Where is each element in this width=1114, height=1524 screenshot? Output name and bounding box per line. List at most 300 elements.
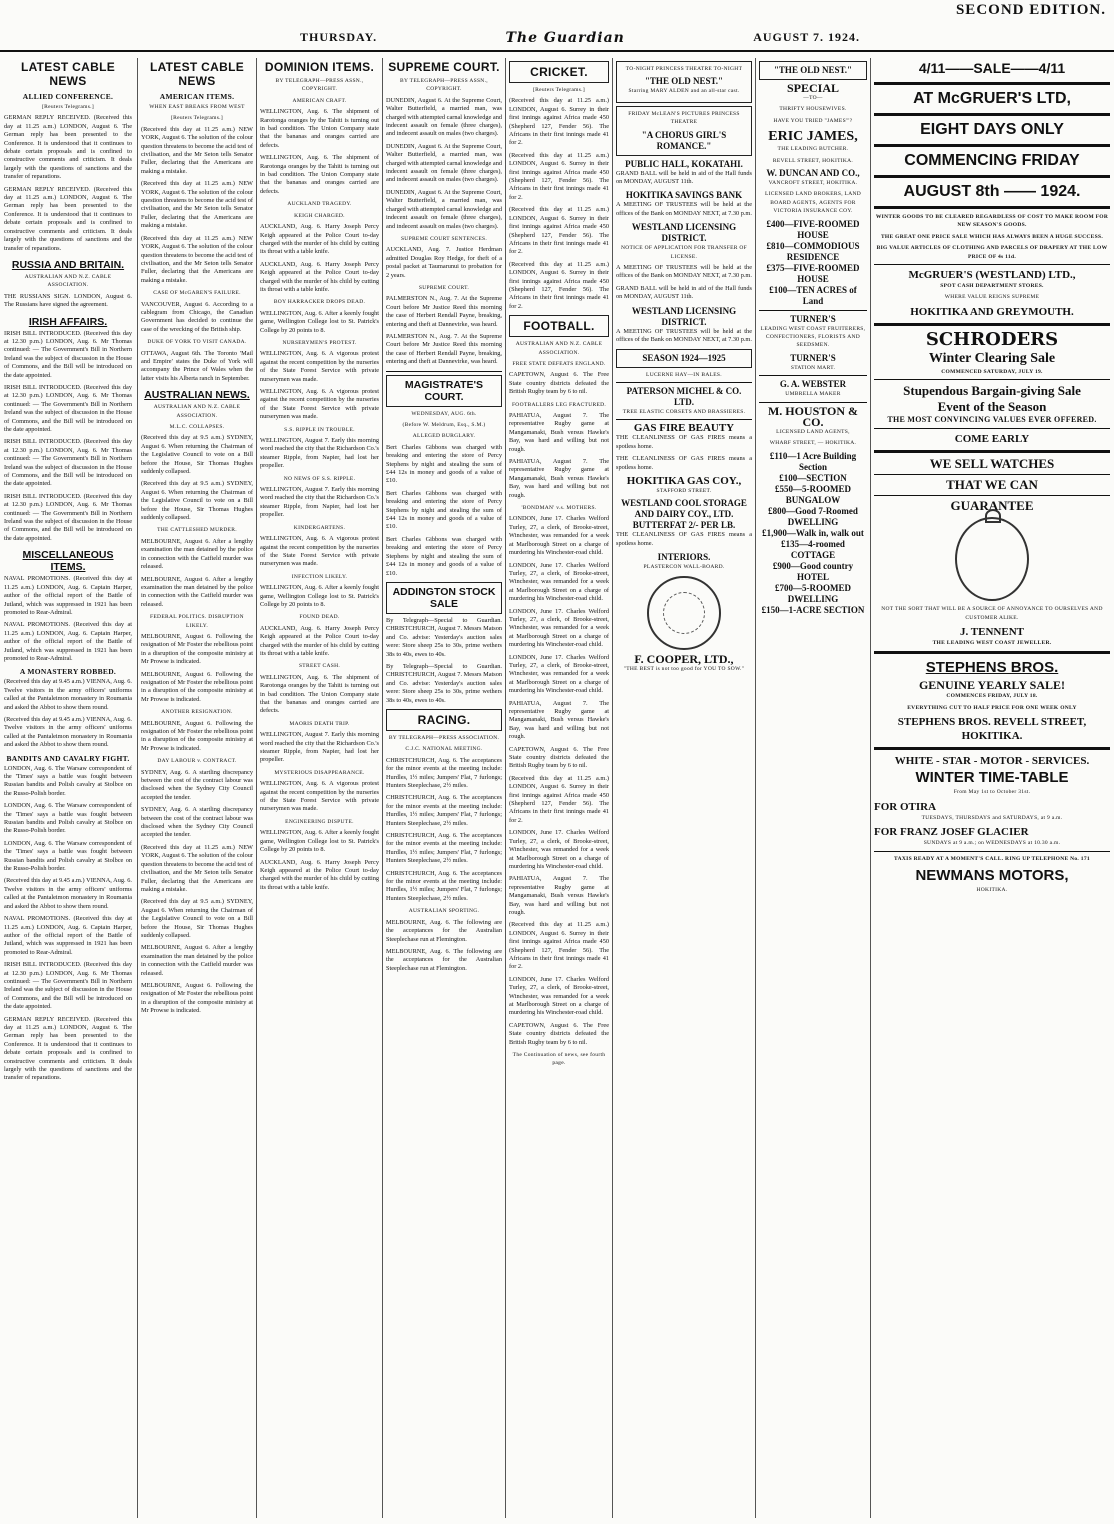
article-text: WELLINGTON, Aug. 6. A vigorous protest against the recent competition by the nurseries of the State Forest Service with private nurserymen was made. [260,388,379,421]
subheadline-small: MYSTERIOUS DISAPPEARANCE. [274,769,365,776]
ad-text: GRAND BALL will be held in aid of the Hall funds on MONDAY, AUGUST 11th. [616,284,752,301]
article-text: IRISH BILL INTRODUCED. (Received this day at 12.30 p.m.) LONDON, Aug. 6. Mr Thomas continued: — The Government's Bill in Northern Ireland was the subject of discussion in the House of Commons, and the Bill will be introduced on the date appointed. [4,961,132,1011]
article-text: WELLINGTON, Aug. 6. After a keenly fought game, Wellington College lost to St. Patrick's College by 20 points to 8. [260,584,379,608]
ad-heading: "THE OLD NEST." [644,76,724,87]
article-text: NAVAL PROMOTIONS. (Received this day at 11.25 a.m.) LONDON, Aug. 6. Captain Harper, author of the official report of the Battle of Jutland, which was suppressed in 1921 has been promoted to Rear-Admiral. [4,575,132,616]
divider [874,323,1110,326]
article-text: WELLINGTON, Aug. 6. A vigorous protest against the recent competition by the nurseries of the State Forest Service with private nurserymen was made. [260,780,379,813]
headline: MISCELLANEOUS ITEMS. [22,549,114,574]
article-text: PAHIATUA, August 7. The representative Rugby game at Mangamanaki, Bush versus Hawke's Bay, was hard and willing but not rough. [509,458,609,499]
subheadline-small: AMERICAN CRAFT. [292,97,347,104]
article-text: (Received this day at 11.25 a.m.) LONDON, August 6. Surrey in their first innings against Africa made 450 (Shepherd 127, Fender 56). The Africans in their first innings made 41 for 2. [509,206,609,256]
ad-heading: INTERIORS. [657,552,711,563]
ad-text: A MEETING OF TRUSTEES will be held at the offices of the Bank on MONDAY NEXT, at 7.30 p.m. [616,201,752,217]
subheadline-small: ENGINEERING DISPUTE. [285,818,354,825]
ad-text: LICENSED LAND AGENTS, [776,428,850,435]
article-text: (Received this day at 11.25 a.m.) LONDON, August 6. Surrey in their first innings against Africa made 450 (Shepherd 127, Fender 56). The Africans in their first innings made 41 for 2. [509,151,609,201]
article-text: WELLINGTON, Aug. 6. The shipment of Rarotonga oranges by the Tahiti is turning out in bad condition. The Union Company state that the bananas and oranges carried are defects. [260,673,379,715]
subheadline-small: DAY LABOUR v. CONTRACT. [157,758,237,765]
ad-heading: G. A. WEBSTER [779,379,847,390]
article-text: VANCOUVER, August 6. According to a cablegram from Chicago, the Canadian Government has decided to continue the case of the wrecking of the British ship. [141,300,253,333]
ad-text: TAXIS READY AT A MOMENT'S CALL. RING UP TELEPHONE No. 171 [894,855,1090,862]
subheadline-small: FOOTBALLERS LEG FRACTURED. [511,401,607,408]
princess-theatre-ad [616,61,752,103]
subheadline-small: BOY HARRACKER DROPS DEAD. [273,299,366,306]
article-text: (Received this day at 11.25 a.m.) NEW YORK, August 6. The solution of the colour question threatens to become the acid test of civilisation, and the Mr Seton tells Senator Fuller, declaring that the Americans are making a mistake. [141,234,253,284]
divider [759,402,867,403]
credit-line: [Reuters Telegrams.] [42,104,94,110]
mcgruer-sale-heading: 4/11——SALE——4/11 [918,60,1066,76]
article-text: WELLINGTON, Aug. 6. After a keenly fought game, Wellington College lost to St. Patrick's College by 20 points to 8. [260,829,379,854]
stephens-heading: STEPHENS BROS. [925,659,1059,677]
article-text: PALMERSTON N., Aug. 7. At the Supreme Court before Mr Justice Reed this morning the case of Herbert Rendall Payne, breaking, entering and theft at Dannevirke, was heard. [386,332,502,366]
article-text: LONDON, June 17. Charles Welford Turley, 27, a clerk, of Brooke-street, Winchester, was remanded for a week at Marlborough Street on a charge of murdering his Winchester-road child. [509,607,609,649]
ad-heading: £800—Good 7-Roomed DWELLING [768,505,858,527]
ad-heading: COME EARLY [954,433,1030,446]
ad-heading: WESTLAND COOL STORAGE AND DAIRY COY., LTD. [621,498,747,520]
ad-heading: HOKITIKA SAVINGS BANK [625,190,743,201]
ad-text: WHARF STREET, — HOKITIKA. [769,440,857,447]
article-text: (Received this day at 11.25 a.m.) LONDON, August 6. Surrey in their first innings against Africa made 450 (Shepherd 127, Fender 56). The Africans in their first innings made 41 for 2. [509,97,609,147]
ad-text: REVELL STREET, HOKITIKA. [772,157,854,164]
subheadline: AMERICAN ITEMS. [159,92,235,101]
subheadline-small: SUPREME COURT. [418,284,470,291]
column-rule [382,58,383,1518]
ad-text: SPOT CASH DEPARTMENT STORES. [940,283,1044,290]
divider [874,495,1110,496]
ad-heading: £100—SECTION [779,472,847,483]
mclean-pictures-ad [616,106,752,156]
subheadline-small: C.J.C. NATIONAL MEETING. [405,746,483,753]
article-text: (Received this day at 11.25 a.m.) LONDON, August 6. Surrey in their first innings against Africa made 450 (Shepherd 127, Fender 56). The Africans in their first innings made 41 for 2. [509,774,609,824]
article-text: By Telegraph—Special to Guardian. CHRISTCHURCH, August 7. Messrs Matson and Co. advise: Yesterday's auction sales were: Store sheep 25s to 30s, prime wethers 38s to 40s, ewes to 40s. [386,616,502,658]
article-text: OTTAWA, August 6th. The Toronto 'Mail and Empire' states the Duke of York will accompany the Prince of Wales when the latter visits his Alberta ranch in September. [141,349,253,382]
ad-text: TO-NIGHT PRINCESS THEATRE TO-NIGHT [625,66,743,72]
continuation-note: The Continuation of news, see fourth page. [512,1052,606,1067]
ad-heading: TURNER'S [790,313,836,324]
masthead-row [300,30,860,46]
article-text: CHRISTCHURCH, Aug. 6. The acceptances for the minor events at the meeting include: Hurdles, 1½ miles; Jumpers' Flat, 7 furlongs; Hunters Steeplechase, 2½ miles. [386,869,502,902]
masthead-paper-title: The Guardian [505,30,625,46]
ad-text: THE LEADING BUTCHER. [777,146,849,153]
ad-text: VANCROFT STREET, HOKITIKA. [768,180,858,187]
divider [759,310,867,311]
mcgruer-eight-days: EIGHT DAYS ONLY [920,121,1064,138]
headline: ADDINGTON STOCK SALE [386,582,502,614]
article-text: LONDON, June 17. Charles Welford Turley, 27, a clerk, of Brooke-street, Winchester, was remanded for a week at Marlborough Street on a charge of murdering his Winchester-road child. [509,561,609,603]
article-text: SYDNEY, Aug. 6. A startling discrepancy between the cost of the contract labour was disclosed when the Sydney City Council accepted the tender. [141,806,253,839]
credit-line: [Reuters Telegrams.] [171,115,223,122]
subheadline-small: WEDNESDAY, AUG. 6th. [411,410,477,417]
ad-heading: Event of the Season [937,399,1047,415]
article-text: (Received this day at 9.5 a.m.) SYDNEY, August 6. When returning the Chairman of the Legislative Council to vote on a Bill before the House, Sir Thomas Hughes suddenly collapsed. [141,480,253,522]
ad-heading: SPECIAL [786,81,839,95]
subheadline-small: ALLEGED BURGLARY. [412,433,476,440]
ad-heading: WESTLAND LICENSING DISTRICT. [631,305,737,327]
article-text: LONDON, June 17. Charles Welford Turley, 27, a clerk, of Brooke-street, Winchester, was remanded for a week at Marlborough Street on a charge of murdering his Winchester-road child. [509,653,609,695]
masthead [0,0,1114,52]
subheadline: BANDITS AND CAVALRY FIGHT. [6,753,130,763]
divider [759,375,867,376]
mcgruer-date: AUGUST 8th —— 1924. [903,183,1081,200]
ad-heading: BUTTERFAT 2/- PER LB. [632,520,736,531]
subheadline-small: (Before W. Meldrum, Esq., S.M.) [402,422,486,428]
article-text: NAVAL PROMOTIONS. (Received this day at 11.25 a.m.) LONDON, Aug. 6. Captain Harper, author of the official report of the Battle of Jutland, which was suppressed in 1921 has been promoted to Rear-Admiral. [4,621,132,662]
ad-text: —TO— [803,95,823,101]
article-text: PALMERSTON N., Aug. 7. At the Supreme Court before Mr Justice Reed this morning the case of Herbert Rendall Payne, breaking, entering and theft at Dannevirke, was heard. [386,295,502,328]
article-text: IRISH BILL INTRODUCED. (Received this day at 12.30 p.m.) LONDON, Aug. 6. Mr Thomas continued: — The Government's Bill in Northern Ireland was the subject of discussion in the House of Commons, and the Bill will be introduced on the date appointed. [4,492,132,542]
subheadline-small: KEIGH CHARGED. [294,212,345,219]
ad-text: FRIDAY McLEAN'S PICTURES PRINCESS THEATRE [628,110,740,126]
column-rule [137,58,138,1518]
ad-heading: "A CHORUS GIRL'S ROMANCE." [641,129,727,151]
article-text: LONDON, June 17. Charles Welford Turley, 27, a clerk, of Brooke-street, Winchester, was remanded for a week at Marlborough Street on a charge of murdering his Winchester-road child. [509,975,609,1017]
divider [874,474,1110,475]
ad-text: EVERYTHING CUT TO HALF PRICE FOR ONE WEEK ONLY [907,704,1077,711]
article-text: LONDON, Aug. 6. The Warsaw correspondent of the 'Times' says a battle was fought between Russian bandits and Polish cavalry at Stolbce on the Russo-Polish border. [4,764,132,797]
subheadline-small: S.S. RIPPLE IN TROUBLE. [284,426,355,433]
newmans-heading: NEWMANS MOTORS, [915,866,1069,884]
article-text: MELBOURNE, August 6. After a lengthy examination the man detained by the police in connection with the Catfield murder was released. [141,537,253,571]
masthead-rule [0,50,1114,52]
headline: MAGISTRATE'S COURT. [386,375,502,407]
ad-heading: Winter Clearing Sale [928,350,1056,366]
credit-line: AUSTRALIAN AND N.Z. CABLE ASSOCIATION. [515,341,603,356]
ad-heading: £550—5-ROOMED BUNGALOW [775,483,851,505]
subheadline-small: WHEN EAST BREAKS FROM WEST [149,104,245,110]
subheadline: A MONASTERY ROBBED. [19,667,117,677]
article-text: IRISH BILL INTRODUCED. (Received this day at 12.30 p.m.) LONDON, Aug. 6. Mr Thomas continued: — The Government's Bill in Northern Ireland was the subject of discussion in the House of Commons, and the Bill will be introduced on the date appointed. [4,329,132,379]
article-text: LONDON, Aug. 6. The Warsaw correspondent of the 'Times' says a battle was fought between Russian bandits and Polish cavalry at Stolbce on the Russo-Polish border. [4,802,132,835]
masthead-day: THURSDAY. [300,30,378,44]
ad-text: GRAND BALL will be held in aid of the Hall funds on MONDAY, AUGUST 11th. [616,169,752,186]
article-text: MELBOURNE, August 6. Following the resignation of Mr Foster the rebellious point in a disruption of the composite ministry at Mr Prowse is indicated. [141,670,253,703]
ad-text: NOTICE OF APPLICATION FOR TRANSFER OF LICENSE. [620,245,748,260]
column-latest-cable-2 [141,58,253,1518]
mcgruer-commencing: COMMENCING FRIDAY [904,152,1080,169]
divider [874,379,1110,380]
article-text: CAPETOWN, August 6. The Free State country districts defeated the British Rugby team by 6 to nil. [509,371,609,396]
divider [874,144,1110,147]
column-supreme-court [386,58,502,1518]
headline: SUPREME COURT. [388,60,500,74]
ad-heading: J. TENNENT [960,626,1024,639]
article-text: WELLINGTON, August 7. Early this morning word reached the city that the Richardson Co.'s steamer Ripple, from Napier, had lost her propeller. [260,437,379,470]
subheadline-small: AUCKLAND TRAGEDY. [287,201,352,208]
article-text: PAHIATUA, August 7. The representative Rugby game at Mangamanaki, Bush versus Hawke's Bay, was hard and willing but not rough. [509,412,609,453]
article-text: LONDON, June 17. Charles Welford Turley, 27, a clerk, of Brooke-street, Winchester, was remanded for a week at Marlborough Street on a charge of murdering his Winchester-road child. [509,515,609,557]
subheadline-small: CASE OF McGAREN'S FAILURE. [153,290,241,297]
article-text: CAPETOWN, August 6. The Free State country districts defeated the British Rugby team by 6 to nil. [509,1021,609,1046]
ad-text: UMBRELLA MAKER [785,391,841,398]
article-text: AUCKLAND, Aug. 6. Harry Joseph Percy Keigh appeared at the Police Court to-day charged with the murder of his child by cutting its throat with a table knife. [260,858,379,891]
article-text: MELBOURNE, August 6. Following the resignation of Mr Foster the rebellious point in a disruption of the composite ministry at Mr Prowse is indicated. [141,719,253,752]
article-text: Bert Charles Gibbons was charged with breaking and entering the store of Percy Stephens by night and stealing the sum of £44 12s in money and goods of a value of £10. [386,489,502,531]
ad-text: STAFFORD STREET. [656,487,712,494]
ad-heading: £110—1 Acre Building Section [769,450,857,472]
ad-heading: STEPHENS BROS. REVELL STREET, HOKITIKA. [897,716,1087,743]
article-text: DUNEDIN, August 6. At the Supreme Court, Walter Butterfield, a married man, was charged with attempted carnal knowledge and indecent assault on female (three charges), and indecent assault on males (two charges). [386,96,502,138]
article-text: AUCKLAND, Aug. 7. Justice Herdman admitted Douglas Roy Hedge, for theft of a postal packet at Taumarunui to probation for 2 years. [386,246,502,279]
ad-heading: W. DUNCAN AND CO., [766,168,860,179]
ad-heading: F. COOPER, LTD., [634,651,734,666]
article-text: WELLINGTON, Aug. 6. After a keenly fought game, Wellington College lost to St. Patrick's College by 20 points to 8. [260,309,379,334]
ad-heading: FOR FRANZ JOSEF GLACIER [874,826,1029,839]
ad-heading: £810—COMMODIOUS RESIDENCE [766,240,860,262]
subheadline-small: MAORIS DEATH TRIP. [289,720,350,727]
seed-emblem-icon [647,576,721,650]
article-text: Bert Charles Gibbons was charged with breaking and entering the store of Percy Stephens by night and stealing the sum of £44 12s in money and goods of a value of £10. [386,535,502,577]
subheadline-small: AUSTRALIAN SPORTING. [408,908,480,915]
ad-text: STATION MART. [790,364,836,371]
ad-text: THRIFTY HOUSEWIVES. [779,106,847,113]
article-text: IRISH BILL INTRODUCED. (Received this day at 12.30 p.m.) LONDON, Aug. 6. Mr Thomas continued: — The Government's Bill in Northern Ireland was the subject of discussion in the House of Commons, and the Bill will be introduced on the date appointed. [4,383,132,433]
ad-text: THE CLEANLINESS OF GAS FIRES means a spotless home. [616,455,752,471]
article-text: MELBOURNE, August 6. Following the resignation of Mr Foster the rebellious point in a disruption of the composite ministry at Mr Prowse is indicated. [141,981,253,1015]
schroders-heading: SCHRODERS [925,328,1059,350]
article-text: (Received this day at 9.5 a.m.) SYDNEY, August 6. When returning the Chairman of the Legislative Council to vote on a Bill before the House, Sir Thomas Hughes suddenly collapsed. [141,898,253,939]
subheadline-small: DUKE OF YORK TO VISIT CANADA. [147,339,247,346]
ad-heading: FOR OTIRA [874,800,937,813]
article-text: (Received this day at 11.25 a.m.) LONDON, August 6. Surrey in their first innings against Africa made 450 (Shepherd 127, Fender 56). The Africans in their first innings made 41 for 2. [509,921,609,971]
ad-heading: GAS FIRE BEAUTY [633,422,735,435]
article-text: (Received this day at 9.45 a.m.) VIENNA, Aug. 6. Twelve visitors in the army officers' uniforms called at the Pantaleimon monastery in Roumania and asked the Abbot to show them round. [4,877,132,910]
divider [874,450,1110,453]
ad-heading: GUARANTEE [950,498,1034,514]
ad-text: LEADING WEST COAST FRUITERERS, CONFECTIONERS, FLORISTS AND SEEDSMEN. [760,325,866,349]
subheadline-small: FOUND DEAD. [299,614,340,621]
ad-heading: WINTER TIME-TABLE [915,769,1069,787]
column-rule [755,58,756,1518]
article-text: (Received this day at 9.45 a.m.) VIENNA, Aug. 6. Twelve visitors in the army officers' uniforms called at the Pantaleimon monastery in Roumania and asked the Abbot to show them round. [4,715,132,749]
article-text: WELLINGTON, Aug. 6. A vigorous protest against the recent competition by the nurseries of the State Forest Service with private nurserymen was made. [260,535,379,568]
ad-text: "THE BEST is not too good for YOU TO SOW." [623,665,745,672]
ad-heading: £375—FIVE-ROOMED HOUSE [766,262,860,284]
watches-heading: WE SELL WATCHES [929,456,1055,472]
article-text: DUNEDIN, August 6. At the Supreme Court, Walter Butterfield, a married man, was charged with attempted carnal knowledge and indecent assault on female (three charges), and indecent assault on males (two charges). [386,188,502,230]
article-text: MELBOURNE, August 6. After a lengthy examination the man detained by the police in connection with the Catfield murder was released. [141,944,253,977]
ad-text: THE LEADING WEST COAST JEWELLER. [932,640,1052,647]
ad-heading: GENUINE YEARLY SALE! [918,678,1066,693]
credit-line: AUSTRALIAN AND N.Z. CABLE ASSOCIATION. [153,404,241,419]
article-text: CAPETOWN, August 6. The Free State country districts defeated the British Rugby team by 6 to nil. [509,745,609,770]
ad-text: HAVE YOU TRIED "JAMES'"? [773,117,853,124]
subheadline-small: THE CATTLESHED MURDER. [157,527,237,534]
ad-text: LUCERNE HAY—IN BALES. [646,371,722,378]
ad-text: NOT THE SORT THAT WILL BE A SOURCE OF ANNOYANCE TO OURSELVES AND CUSTOMER ALIKE. [881,606,1103,621]
ad-heading: £1,900—Walk in, walk out [762,527,864,538]
article-text: MELBOURNE, August 6. After a lengthy examination the man detained by the police in connection with the Catfield murder was released. [141,575,253,608]
article-text: IRISH BILL INTRODUCED. (Received this day at 12.30 p.m.) LONDON, Aug. 6. Mr Thomas continued: — The Government's Bill in Northern Ireland was the subject of discussion in the House of Commons, and the Bill will be introduced on the date appointed. [4,438,132,488]
article-text: (Received this day at 9.5 a.m.) SYDNEY, August 6. When returning the Chairman of the Legislative Council to vote on a Bill before the House, Sir Thomas Hughes suddenly collapsed. [141,434,253,476]
ad-text: THE CLEANLINESS OF GAS FIRES means a spotless home. [616,434,752,450]
subheadline-small: KINDERGARTENS. [293,524,346,531]
ad-text: BIG VALUE ARTICLES OF CLOTHING AND PARCELS OF DRAPERY AT THE LOW PRICE OF 4s 11d. [876,245,1108,260]
divider [874,428,1110,429]
column-classifieds-2 [759,58,867,1518]
article-text: PAHIATUA, August 7. The representative Rugby game at Mangamanaki, Bush versus Hawke's Bay, was hard and willing but not rough. [509,699,609,741]
article-text: PAHIATUA, August 7. The representative Rugby game at Mangamanaki, Bush versus Hawke's Bay, was hard and willing but not rough. [509,875,609,916]
pocket-watch-icon [955,517,1029,601]
article-text: MELBOURNE, Aug. 6. The following are the acceptances for the Australian Steeplechase run at Flemington. [386,918,502,943]
headline: LATEST CABLE NEWS [149,60,245,88]
ad-heading: £135—4-roomed COTTAGE [781,538,845,560]
ad-heading: £100—TEN ACRES of Land [769,284,857,306]
divider [874,175,1110,178]
mcgruer-westland-heading: McGRUER'S (WESTLAND) LTD., [908,269,1076,282]
article-text: (Received this day at 9.45 a.m.) VIENNA, Aug. 6. Twelve visitors in the army officers' uniforms called at the Pantaleimon monastery in Roumania and asked the Abbot to show them round. [4,678,132,711]
ad-text: WINTER GOODS TO BE CLEARED REGARDLESS OF COST TO MAKE ROOM FOR NEW SEASON'S GOODS. [875,214,1109,229]
ad-heading: HOKITIKA GAS COY., [626,474,742,487]
column-display-ads [874,58,1110,1518]
headline: AUSTRALIAN NEWS. [144,389,250,402]
article-text: WELLINGTON, August 7. Early this morning word reached the city that the Richardson Co.'s steamer Ripple, from Napier, had lost her propeller. [260,486,379,519]
subheadline-small: 'BONDMAN' v.s. MOTHERS. [521,505,597,512]
divider [874,206,1110,209]
article-text: CHRISTCHURCH, Aug. 6. The acceptances for the minor events at the meeting include: Hurdles, 1½ miles; Jumpers' Flat, 7 furlongs; Hunters Steeplechase, 2½ miles. [386,794,502,827]
credit-line: AUSTRALIAN AND N.Z. CABLE ASSOCIATION. [24,273,112,289]
article-text: WELLINGTON, Aug. 6. The shipment of Rarotonga oranges by the Tahiti is turning out in bad condition. The Union Company state that the bananas and oranges carried are defects. [260,108,379,149]
article-text: AUCKLAND, Aug. 6. Harry Joseph Percy Keigh appeared at the Police Court to-day charged with the murder of his child by cutting its throat with a table knife. [260,223,379,256]
article-text: MELBOURNE, Aug. 6. The following are the acceptances for the Australian Steeplechase run at Flemington. [386,947,502,972]
ad-text: TUESDAYS, THURSDAYS and SATURDAYS, at 9 a.m. [921,814,1063,821]
column-rule [870,58,871,1518]
article-text: (Received this day at 11.25 a.m.) NEW YORK, August 6. The solution of the colour question threatens to become the acid test of civilisation, and the Mr Seton tells Senator Fuller, declaring that the Americans are making a mistake. [141,180,253,230]
ad-text: HOKITIKA. [976,886,1008,893]
credit-line: BY TELEGRAPH—PRESS ASSN., COPYRIGHT. [400,78,488,93]
ad-heading: £700—5-ROOMED DWELLING [775,582,851,604]
credit-line: BY TELEGRAPH—PRESS ASSOCIATION. [388,734,500,741]
ad-heading: TURNER'S [790,352,836,363]
article-text: NAVAL PROMOTIONS. (Received this day at 11.25 a.m.) LONDON, Aug. 6. Captain Harper, author of the official report of the Battle of Jutland, which was suppressed in 1921 has been promoted to Rear-Admiral. [4,915,132,956]
ad-heading: WESTLAND LICENSING DISTRICT. [631,222,737,244]
article-text: GERMAN REPLY RECEIVED. (Received this day at 11.25 a.m.) LONDON, August 6. The German reply has been presented to the Conference. It is understood that it continues to debate certain proposals and is confined to constructive comments and criticism. It deals largely with the questions of sanctions and the transfer of reparations. [4,185,132,252]
article-text: (Received this day at 11.25 a.m.) NEW YORK, August 6. The solution of the colour question threatens to become the acid test of civilisation, and the Mr Seton tells Senator Fuller, declaring that the Americans are making a mistake. [141,843,253,893]
divider [616,419,752,420]
article-text: DUNEDIN, August 6. At the Supreme Court, Walter Butterfield, a married man, was charged with attempted carnal knowledge and indecent assault on female (three charges), and indecent assault on males (two charges). [386,142,502,184]
subheadline-small: FREE STATE DEFEATS ENGLAND. [512,360,606,367]
ad-text: PLASTERCON WALL-BOARD. [643,564,725,571]
subheadline-small: NURSERYMEN'S PROTEST. [282,339,357,346]
ad-heading: SEASON 1924—1925 [616,349,752,368]
article-text: LONDON, Aug. 6. The Warsaw correspondent of the 'Times' says a battle was fought between Russian bandits and Polish cavalry at Stolbce on the Russo-Polish border. [4,839,132,873]
headline: FOOTBALL. [509,315,609,337]
headline: CRICKET. [509,61,609,83]
credit-line: [Reuters Telegrams.] [533,87,585,93]
ad-text: COMMENCED SATURDAY, JULY 19. [941,368,1043,375]
ad-text: TREE ELASTIC CORSETS AND BRASSIERES. [622,408,746,415]
ad-text: THE GREAT ONE PRICE SALE WHICH HAS ALWAYS BEEN A HUGE SUCCESS. [880,233,1104,240]
ad-heading: £150—1-ACRE SECTION [761,604,865,615]
subheadline-small: FEDERAL POLITICS. DISRUPTION LIKELY. [150,614,244,629]
ad-heading: ERIC JAMES, [768,129,858,145]
headline: RACING. [386,709,502,731]
ad-text: THE MOST CONVINCING VALUES EVER OFFERED. [887,415,1097,425]
article-text: (Received this day at 11.25 a.m.) NEW YORK, August 6. The solution of the colour question threatens to become the acid test of civilisation, and the Mr Seton tells Senator Fuller, declaring that the Americans are making a mistake. [141,125,253,175]
ad-heading: HOKITIKA AND GREYMOUTH. [910,305,1074,318]
divider [874,264,1110,265]
article-text: WELLINGTON, August 7. Early this morning word reached the city that the Richardson Co.'s steamer Ripple, from Napier, had lost her propeller. [260,731,379,764]
credit-line: BY TELEGRAPH—PRESS ASSN., COPYRIGHT. [275,78,364,93]
article-text: CHRISTCHURCH, Aug. 6. The acceptances for the minor events at the meeting include: Hurdles, 1½ miles; Jumpers' Flat, 7 furlongs; Hunters Steeplechase, 2½ miles. [386,832,502,865]
article-text: By Telegraph—Special to Guardian. CHRISTCHURCH, August 7. Messrs Matson and Co. advise: Yesterday's auction sales were: Store sheep 25s to 30s, prime wethers 38s to 40s, ewes to 40s. [386,662,502,704]
ad-heading: "THE OLD NEST." [773,65,853,75]
headline: DOMINION ITEMS. [264,60,375,74]
edition-label: SECOND EDITION. [955,2,1106,18]
ad-heading: THAT WE CAN [946,477,1038,493]
article-text: AUCKLAND, Aug. 6. Harry Joseph Percy Keigh appeared at the Police Court to-day charged with the murder of his child by cutting its throat with a table knife. [260,260,379,293]
article-text: GERMAN REPLY RECEIVED. (Received this day at 11.25 a.m.) LONDON, August 6. The German reply has been presented to the Conference. It is understood that it continues to debate certain proposals and is confined to constructive comments and criticism. It deals largely with the questions of sanctions and the transfer of reparations. [4,1015,132,1082]
divider [874,851,1110,852]
headline: RUSSIA AND BRITAIN. [11,258,125,271]
ad-text: A MEETING OF TRUSTEES will be held at the offices of the Bank on MONDAY NEXT, at 7.30 p.m. [616,264,752,280]
headline: LATEST CABLE NEWS [20,60,116,88]
headline: IRISH AFFAIRS. [28,315,108,328]
divider [386,371,502,372]
subheadline-small: SUPREME COURT SENTENCES. [400,235,488,242]
ad-heading: £900—Good country HOTEL [772,560,854,582]
subheadline-small: STREET CASH. [298,663,341,670]
ad-heading: M. HOUSTON & CO. [767,403,859,429]
article-text: SYDNEY, Aug. 6. A startling discrepancy between the cost of the contract labour was disclosed when the Sydney City Council accepted the tender. [141,768,253,801]
article-text: MELBOURNE, August 6. Following the resignation of Mr Foster the rebellious point in a disruption of the composite ministry at Mr Prowse is indicated. [141,632,253,666]
old-nest-ad [759,61,867,80]
article-text: LONDON, June 17. Charles Welford Turley, 27, a clerk, of Brooke-street, Winchester, was remanded for a week at Marlborough Street on a charge of murdering his Winchester-road child. [509,829,609,870]
subheadline-small: ANOTHER RESIGNATION. [161,709,233,716]
ad-heading: PATERSON MICHEL & CO. LTD. [626,385,742,407]
column-rule [612,58,613,1518]
article-text: GERMAN REPLY RECEIVED. (Received this day at 11.25 a.m.) LONDON, August 6. The German reply has been presented to the Conference. It is understood that it continues to debate certain proposals and is confined to constructive comments and criticism. It deals largely with the questions of sanctions and the transfer of reparations. [4,114,132,181]
article-text: THE RUSSIANS SIGN. LONDON, August 6. The Russians have signed the agreement. [4,292,132,309]
subheadline: ALLIED CONFERENCE. [22,92,114,101]
mcgruer-store: AT McGRUER'S LTD, [913,90,1071,107]
divider [874,113,1110,116]
divider [874,651,1110,654]
masthead-date: AUGUST 7. 1924. [753,30,860,44]
subheadline-small: M.L.C. COLLAPSES. [169,424,225,430]
article-text: CHRISTCHURCH, Aug. 6. The acceptances for the minor events at the meeting include: Hurdles, 1½ miles; Jumpers' Flat, 7 furlongs; Hunters Steeplechase, 2½ miles. [386,756,502,789]
ad-text: COMMENCES FRIDAY, JULY 18. [946,693,1038,700]
column-classifieds-1 [616,58,752,1518]
ad-text: THE CLEANLINESS OF GAS FIRES means a spotless home. [616,531,752,547]
column-rule [505,58,506,1518]
ad-text: From May 1st to October 31st. [953,789,1031,796]
ad-heading: £400—FIVE-ROOMED HOUSE [766,218,860,240]
ad-text: SUNDAYS at 9 a.m.; on WEDNESDAYS at 10.30 a.m. [923,840,1061,847]
ad-heading: PUBLIC HALL, KOKATAHI. [625,158,743,169]
ad-heading: Stupendous Bargain-giving Sale [903,383,1081,399]
ad-text: Starring MARY ALDEN and an all-star cast. [628,88,740,95]
subheadline-small: INFECTION LIKELY. [291,573,348,580]
column-latest-cable-1 [4,58,132,1518]
article-text: WELLINGTON, Aug. 6. The shipment of Rarotonga oranges by the Tahiti is turning out in bad condition. The Union Company state that the bananas and oranges carried are defects. [260,154,379,195]
divider [616,382,752,383]
divider [874,747,1110,750]
ad-text: A MEETING OF TRUSTEES will be held at the offices of the Bank on MONDAY NEXT, at 7.30 p.m. [616,327,752,344]
white-star-heading: WHITE - STAR - MOTOR - SERVICES. [894,755,1090,768]
article-text: Bert Charles Gibbons was charged with breaking and entering the store of Percy Stephens by night and stealing the sum of £44 12s in money and goods of a value of £10. [386,443,502,485]
ad-text: LICENSED LAND BROKERS, LAND BOARD AGENTS, AGENTS FOR VICTORIA INSURANCE COY. [764,191,862,215]
article-text: AUCKLAND, Aug. 6. Harry Joseph Percy Keigh appeared at the Police Court to-day charged with the murder of his child by cutting its throat with a table knife. [260,624,379,657]
column-rule [256,58,257,1518]
column-dominion-items [260,58,379,1518]
article-text: WELLINGTON, Aug. 6. A vigorous protest against the recent competition by the nurseries of the State Forest Service with private nurserymen was made. [260,350,379,383]
subheadline-small: NO NEWS OF S.S. RIPPLE. [283,475,356,482]
ad-text: WHERE VALUE REIGNS SUPREME [944,294,1040,301]
article-text: (Received this day at 11.25 a.m.) LONDON, August 6. Surrey in their first innings against Africa made 450 (Shepherd 127, Fender 56). The Africans in their first innings made 41 for 2. [509,260,609,310]
column-sport [509,58,609,1518]
divider [874,82,1110,85]
